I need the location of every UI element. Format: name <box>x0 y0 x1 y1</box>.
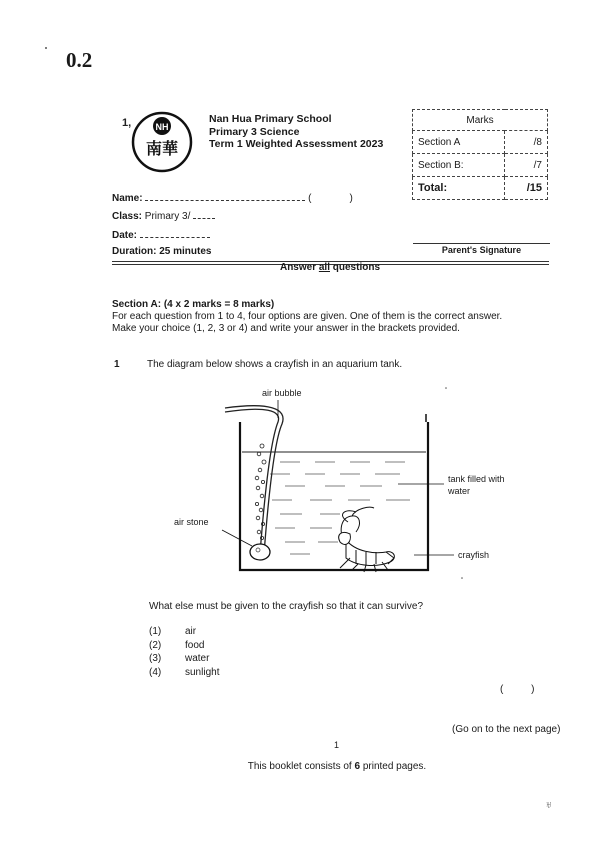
logo-chinese: 南華 <box>145 139 179 158</box>
duration: Duration: 25 minutes <box>112 246 212 257</box>
air-bubbles <box>255 444 266 540</box>
answer-all-instruction: Answer all questions <box>279 262 381 273</box>
name-field <box>112 191 353 204</box>
section-b-label: Section B: <box>413 154 505 177</box>
school-header <box>209 113 383 151</box>
school-logo <box>122 106 200 176</box>
svg-text:1,: 1, <box>122 117 132 129</box>
scan-speck <box>45 47 47 49</box>
section-a-instructions <box>112 299 552 335</box>
class-field <box>112 209 215 222</box>
class-blank[interactable] <box>193 209 215 219</box>
pointer-air-stone <box>222 530 252 546</box>
answer-bracket[interactable]: ( ) <box>500 684 535 695</box>
assessment-title: Term 1 Weighted Assessment 2023 <box>209 138 384 150</box>
booklet-note: This booklet consists of 6 printed pages. <box>247 761 427 772</box>
label-crayfish: crayfish <box>458 550 490 560</box>
total-label: Total: <box>413 177 505 200</box>
section-a-line2: Make your choice (1, 2, 3 or 4) and write your answer in the brackets provided. <box>112 323 460 334</box>
school-name: Nan Hua Primary School <box>209 113 332 125</box>
total-marks[interactable]: /15 <box>505 177 548 200</box>
label-air-stone: air stone <box>174 517 209 527</box>
name-label: Name: <box>112 193 143 204</box>
question-text: What else must be given to the crayfish so that it can survive? <box>149 601 424 612</box>
label-tank-line1: tank filled with <box>448 474 505 484</box>
signature-line[interactable] <box>413 243 550 244</box>
parent-signature-label: Parent's Signature <box>441 245 522 255</box>
register-number-blank[interactable] <box>311 192 349 201</box>
section-b-marks[interactable]: /7 <box>505 154 548 177</box>
school-level: Primary 3 Science <box>209 125 300 138</box>
page-header-number: 0.2 <box>66 48 93 72</box>
name-blank[interactable] <box>145 191 305 201</box>
aquarium-diagram <box>160 382 540 592</box>
date-field <box>112 228 210 241</box>
marks-header: Marks <box>413 110 548 131</box>
option-1[interactable]: (1) air <box>149 626 197 637</box>
answer-options <box>149 625 219 679</box>
date-label: Date: <box>112 230 138 241</box>
name-bracket-open: ( <box>308 193 312 204</box>
continue-note: (Go on to the next page) <box>452 724 561 735</box>
name-bracket-close: ) <box>349 193 353 204</box>
logo-mark: NH <box>155 122 169 132</box>
class-label: Class: <box>112 211 143 222</box>
footer-page-number: 1 <box>333 740 339 750</box>
scan-mark-icon: ♅ <box>545 800 553 811</box>
label-air-bubble: air bubble <box>262 388 302 398</box>
section-a-marks[interactable]: /8 <box>505 131 548 154</box>
option-2[interactable]: (2) food <box>149 639 205 651</box>
question-stem: The diagram below shows a crayfish in an aquarium tank. <box>147 359 403 370</box>
section-a-label: Section A <box>413 131 505 154</box>
section-a-title: Section A: (4 x 2 marks = 8 marks) <box>112 299 275 310</box>
marks-table <box>412 109 548 200</box>
crayfish-drawing <box>339 507 395 572</box>
air-stone <box>250 544 270 560</box>
option-3[interactable]: (3) water <box>149 653 210 664</box>
date-blank[interactable] <box>140 228 210 238</box>
option-4[interactable]: (4) sunlight <box>149 666 220 678</box>
label-tank-line2: water <box>448 486 471 496</box>
section-a-line1: For each question from 1 to 4, four options are given. One of them is the correct answer. <box>112 311 503 322</box>
question-number: 1 <box>114 359 120 370</box>
class-value: Primary 3/ <box>144 211 191 222</box>
